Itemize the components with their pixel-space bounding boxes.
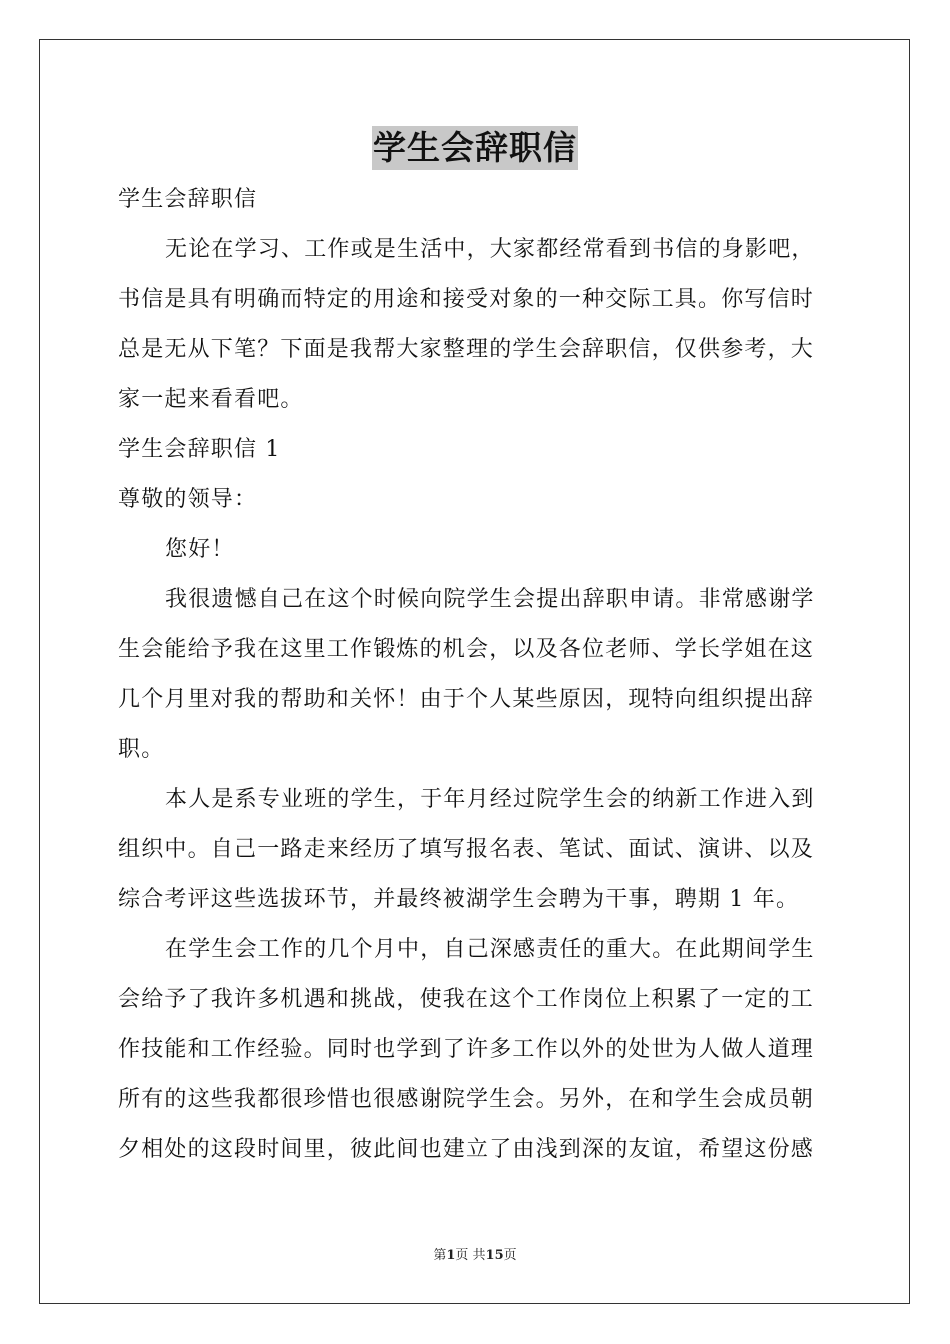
text-line: 综合考评这些选拔环节，并最终被湖学生会聘为干事，聘期 1 年。: [118, 887, 800, 912]
footer-middle: 页 共: [455, 1248, 486, 1263]
document-body: [118, 175, 834, 1175]
text-line: 学生会辞职信 1: [118, 437, 281, 462]
text-line: 书信是具有明确而特定的用途和接受对象的一种交际工具。你写信时: [118, 287, 815, 312]
text-line: 夕相处的这段时间里，彼此间也建立了由浅到深的友谊，希望这份感: [118, 1137, 815, 1162]
footer-page-number: 1: [446, 1248, 456, 1263]
text-line: 职。: [118, 737, 165, 762]
text-line: 无论在学习、工作或是生活中，大家都经常看到书信的身影吧，: [165, 237, 815, 262]
document-title: 学生会辞职信: [372, 126, 578, 170]
footer-suffix: 页: [503, 1248, 517, 1263]
text-line: 几个月里对我的帮助和关怀！由于个人某些原因，现特向组织提出辞: [118, 687, 815, 712]
text-line: 生会能给予我在这里工作锻炼的机会，以及各位老师、学长学姐在这: [118, 637, 815, 662]
text-line: 我很遗憾自己在这个时候向院学生会提出辞职申请。非常感谢学: [165, 587, 815, 612]
page-footer: [0, 1244, 950, 1263]
text-line: 家一起来看看吧。: [118, 387, 304, 412]
text-line: 总是无从下笔？下面是我帮大家整理的学生会辞职信，仅供参考，大: [118, 337, 815, 362]
text-line: 在学生会工作的几个月中，自己深感责任的重大。在此期间学生: [165, 937, 815, 962]
text-line: 会给予了我许多机遇和挑战，使我在这个工作岗位上积累了一定的工: [118, 987, 815, 1012]
text-line: 尊敬的领导：: [118, 487, 258, 512]
text-line: 组织中。自己一路走来经历了填写报名表、笔试、面试、演讲、以及: [118, 837, 815, 862]
footer-prefix: 第: [433, 1248, 447, 1263]
footer-total-pages: 15: [485, 1248, 504, 1263]
text-line: 所有的这些我都很珍惜也很感谢院学生会。另外，在和学生会成员朝: [118, 1087, 815, 1112]
title-container: [0, 126, 950, 170]
text-line: 学生会辞职信: [118, 187, 258, 212]
text-line: 作技能和工作经验。同时也学到了许多工作以外的处世为人做人道理: [118, 1037, 815, 1062]
text-line: 本人是系专业班的学生，于年月经过院学生会的纳新工作进入到: [165, 787, 815, 812]
text-line: 您好！: [165, 537, 235, 562]
